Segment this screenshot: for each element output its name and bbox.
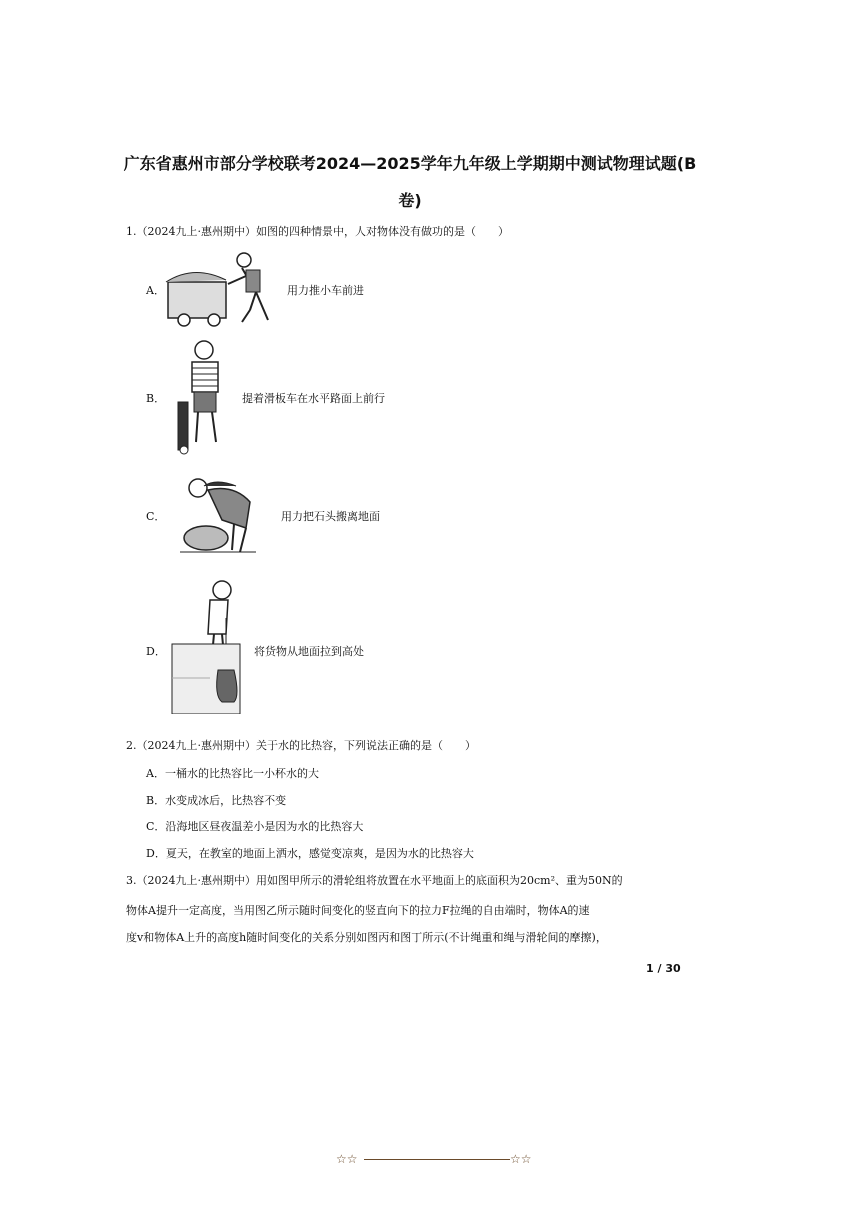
question-3-line-3: 度v和物体A上升的高度h随时间变化的关系分别如图丙和图丁所示(不计绳重和绳与滑轮间的摩擦)，: [126, 931, 607, 944]
pulling-cargo-illustration: [170, 578, 244, 714]
q2-choice-d: D．夏天，在教室的地面上洒水，感觉变凉爽，是因为水的比热容大: [146, 847, 474, 860]
page-title-line-1: 广东省惠州市部分学校联考2024—2025学年九年级上学期期中测试物理试题(B: [123, 154, 697, 173]
page-number: 1 / 30: [646, 962, 681, 975]
question-3-line-2: 物体A提升一定高度，当用图乙所示随时间变化的竖直向下的拉力F拉绳的自由端时，物体A的速: [126, 904, 590, 917]
question-1-stem: 1.（2024九上·惠州期中）如图的四种情景中，人对物体没有做功的是（ ）: [126, 225, 509, 238]
q1-option-a-text: 用力推小车前进: [287, 284, 364, 297]
q2-choice-b: B．水变成冰后，比热容不变: [146, 794, 287, 807]
q1-option-d-letter: D．: [146, 645, 166, 658]
footer-right-stars: ☆☆: [510, 1152, 532, 1166]
q1-option-d-text: 将货物从地面拉到高处: [254, 645, 364, 658]
page-title-line-2: 卷): [398, 191, 422, 210]
scooter-carrying-illustration: [172, 338, 232, 458]
q1-option-b-letter: B．: [146, 392, 166, 405]
question-3-line-1: 3.（2024九上·惠州期中）用如图甲所示的滑轮组将放置在水平地面上的底面积为20cm²、重为50N的: [126, 874, 623, 887]
q2-choice-a: A．一桶水的比热容比一小杯水的大: [146, 767, 319, 780]
question-2-stem: 2.（2024九上·惠州期中）关于水的比热容，下列说法正确的是（ ）: [126, 739, 476, 752]
footer-left-stars: ☆☆: [336, 1152, 358, 1166]
lifting-stone-illustration: [176, 472, 260, 556]
q2-choice-c: C．沿海地区昼夜温差小是因为水的比热容大: [146, 820, 364, 833]
footer-ornament: [336, 1152, 536, 1166]
q1-option-c-text: 用力把石头搬离地面: [281, 510, 380, 523]
q1-option-a-letter: A．: [146, 284, 165, 297]
q1-option-c-letter: C．: [146, 510, 166, 523]
footer-rule: [364, 1159, 510, 1160]
q1-option-b-text: 提着滑板车在水平路面上前行: [242, 392, 385, 405]
pushing-cart-illustration: [164, 250, 288, 330]
